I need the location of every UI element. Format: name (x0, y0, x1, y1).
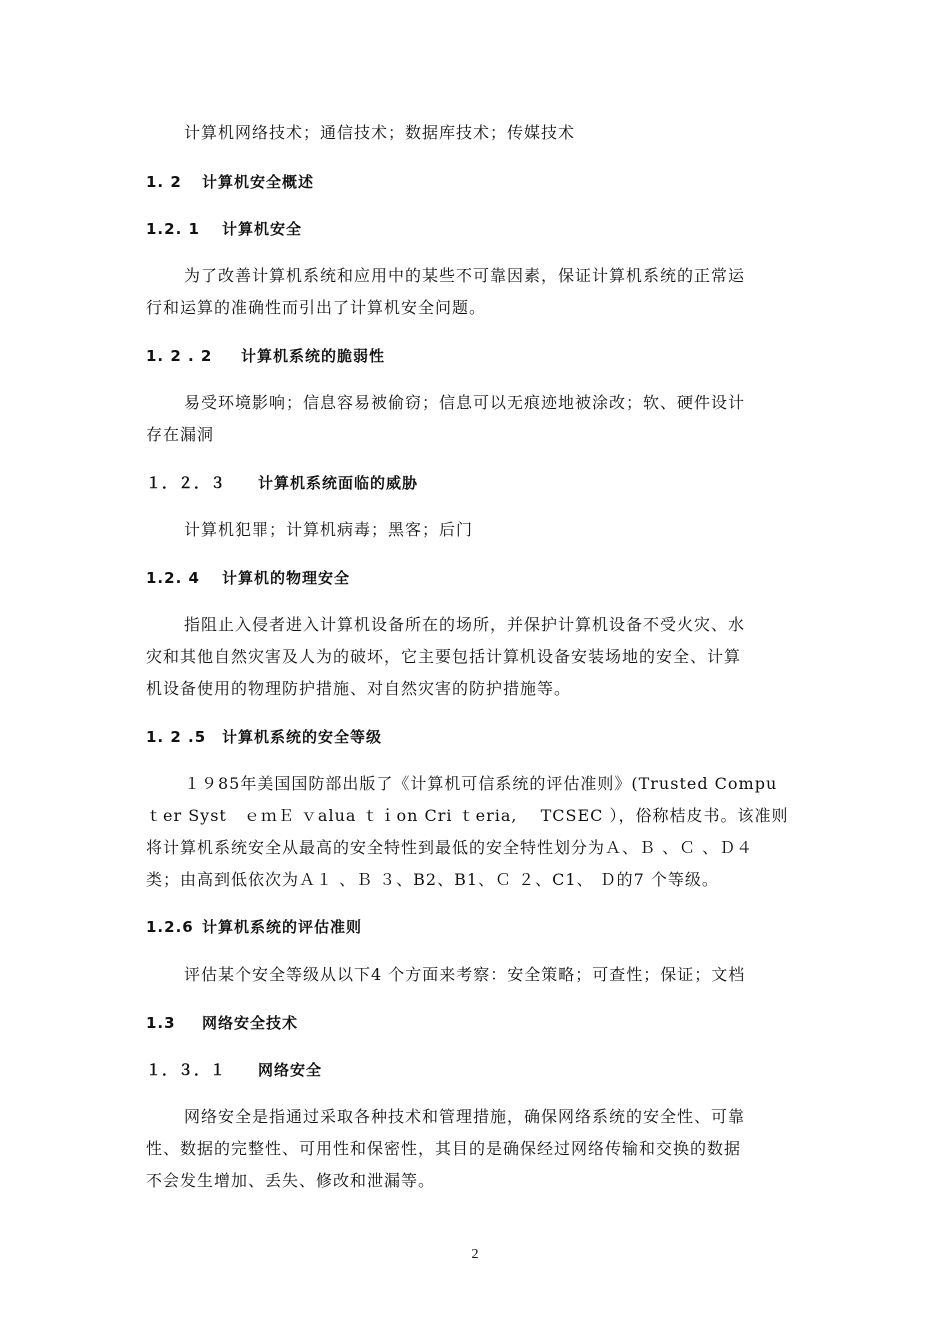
paragraph-line: 机设备使用的物理防护措施、对自然灾害的防护措施等。 (146, 679, 572, 698)
section-heading (146, 1013, 806, 1033)
section-heading (146, 172, 806, 192)
heading-title: 计算机系统的安全等级 (222, 728, 383, 746)
heading-title: 计算机安全概述 (202, 173, 315, 191)
heading-title: 网络安全 (258, 1061, 323, 1079)
paragraph-line: 为了改善计算机系统和应用中的某些不可靠因素，保证计算机系统的正常运 (184, 266, 746, 285)
section-heading (146, 1060, 806, 1080)
paragraph-line: 易受环境影响；信息容易被偷窃；信息可以无痕迹地被涂改；软、硬件设计 (184, 393, 746, 412)
heading-number: 1. 2 .5 (146, 728, 207, 746)
heading-number: 1.2. 1 (146, 220, 200, 238)
paragraph-line: 类；由高到低依次为Ａ１ 、Ｂ ３、B2、B1、Ｃ ２、C1、 Ｄ的7 个等级。 (146, 870, 719, 889)
paragraph-line: 不会发生增加、丢失、修改和泄漏等。 (146, 1171, 436, 1190)
paragraph-line: 计算机犯罪；计算机病毒；黑客；后门 (184, 520, 474, 539)
heading-number: 1.2.6 (146, 918, 194, 936)
paragraph-line: 行和运算的准确性而引出了计算机安全问题。 (146, 298, 487, 317)
section-heading (146, 917, 806, 937)
paragraph-line: 将计算机系统安全从最高的安全特性到最低的安全特性划分为Ａ、Ｂ 、Ｃ 、Ｄ４ (146, 838, 754, 857)
paragraph-line: 评估某个安全等级从以下4 个方面来考察：安全策略；可查性；保证；文档 (184, 965, 746, 984)
paragraph-line: 计算机网络技术；通信技术；数据库技术；传媒技术 (184, 123, 576, 142)
section-heading (146, 346, 806, 366)
paragraph-line: 存在漏洞 (146, 425, 215, 444)
heading-number: 1.3 (146, 1014, 176, 1032)
heading-title: 网络安全技术 (202, 1014, 299, 1032)
paragraph-line: 指阻止入侵者进入计算机设备所在的场所，并保护计算机设备不受火灾、水 (184, 615, 746, 634)
paragraph-line: 网络安全是指通过采取各种技术和管理措施，确保网络系统的安全性、可靠 (184, 1107, 746, 1126)
heading-number: １．２．３ (146, 474, 227, 492)
heading-number: １．３．１ (146, 1061, 227, 1079)
heading-title: 计算机的物理安全 (222, 569, 351, 587)
section-heading (146, 219, 806, 239)
heading-title: 计算机系统的评估准则 (202, 918, 363, 936)
page-number: 2 (471, 1247, 479, 1262)
paragraph-line: １９85年美国国防部出版了《计算机可信系统的评估准则》(Trusted Compu (184, 774, 778, 793)
heading-title: 计算机系统面临的威胁 (258, 474, 419, 492)
paragraph-line: 灾和其他自然灾害及人为的破坏，它主要包括计算机设备安装场地的安全、计算 (146, 647, 742, 666)
heading-title: 计算机系统的脆弱性 (241, 347, 386, 365)
heading-number: 1. 2 (146, 173, 182, 191)
section-heading (146, 473, 806, 493)
paragraph-line: 性、数据的完整性、可用性和保密性，其目的是确保经过网络传输和交换的数据 (146, 1139, 742, 1158)
heading-title: 计算机安全 (222, 220, 303, 238)
section-heading (146, 568, 806, 588)
heading-number: 1.2. 4 (146, 569, 200, 587)
heading-number: 1. 2 . 2 (146, 347, 213, 365)
section-heading (146, 727, 806, 747)
paragraph-line: ｔer Syst ｅｍＥ ｖalua ｔｉon Cri ｔeria, TCSEC ），俗称桔皮书。该准则 (146, 806, 789, 825)
